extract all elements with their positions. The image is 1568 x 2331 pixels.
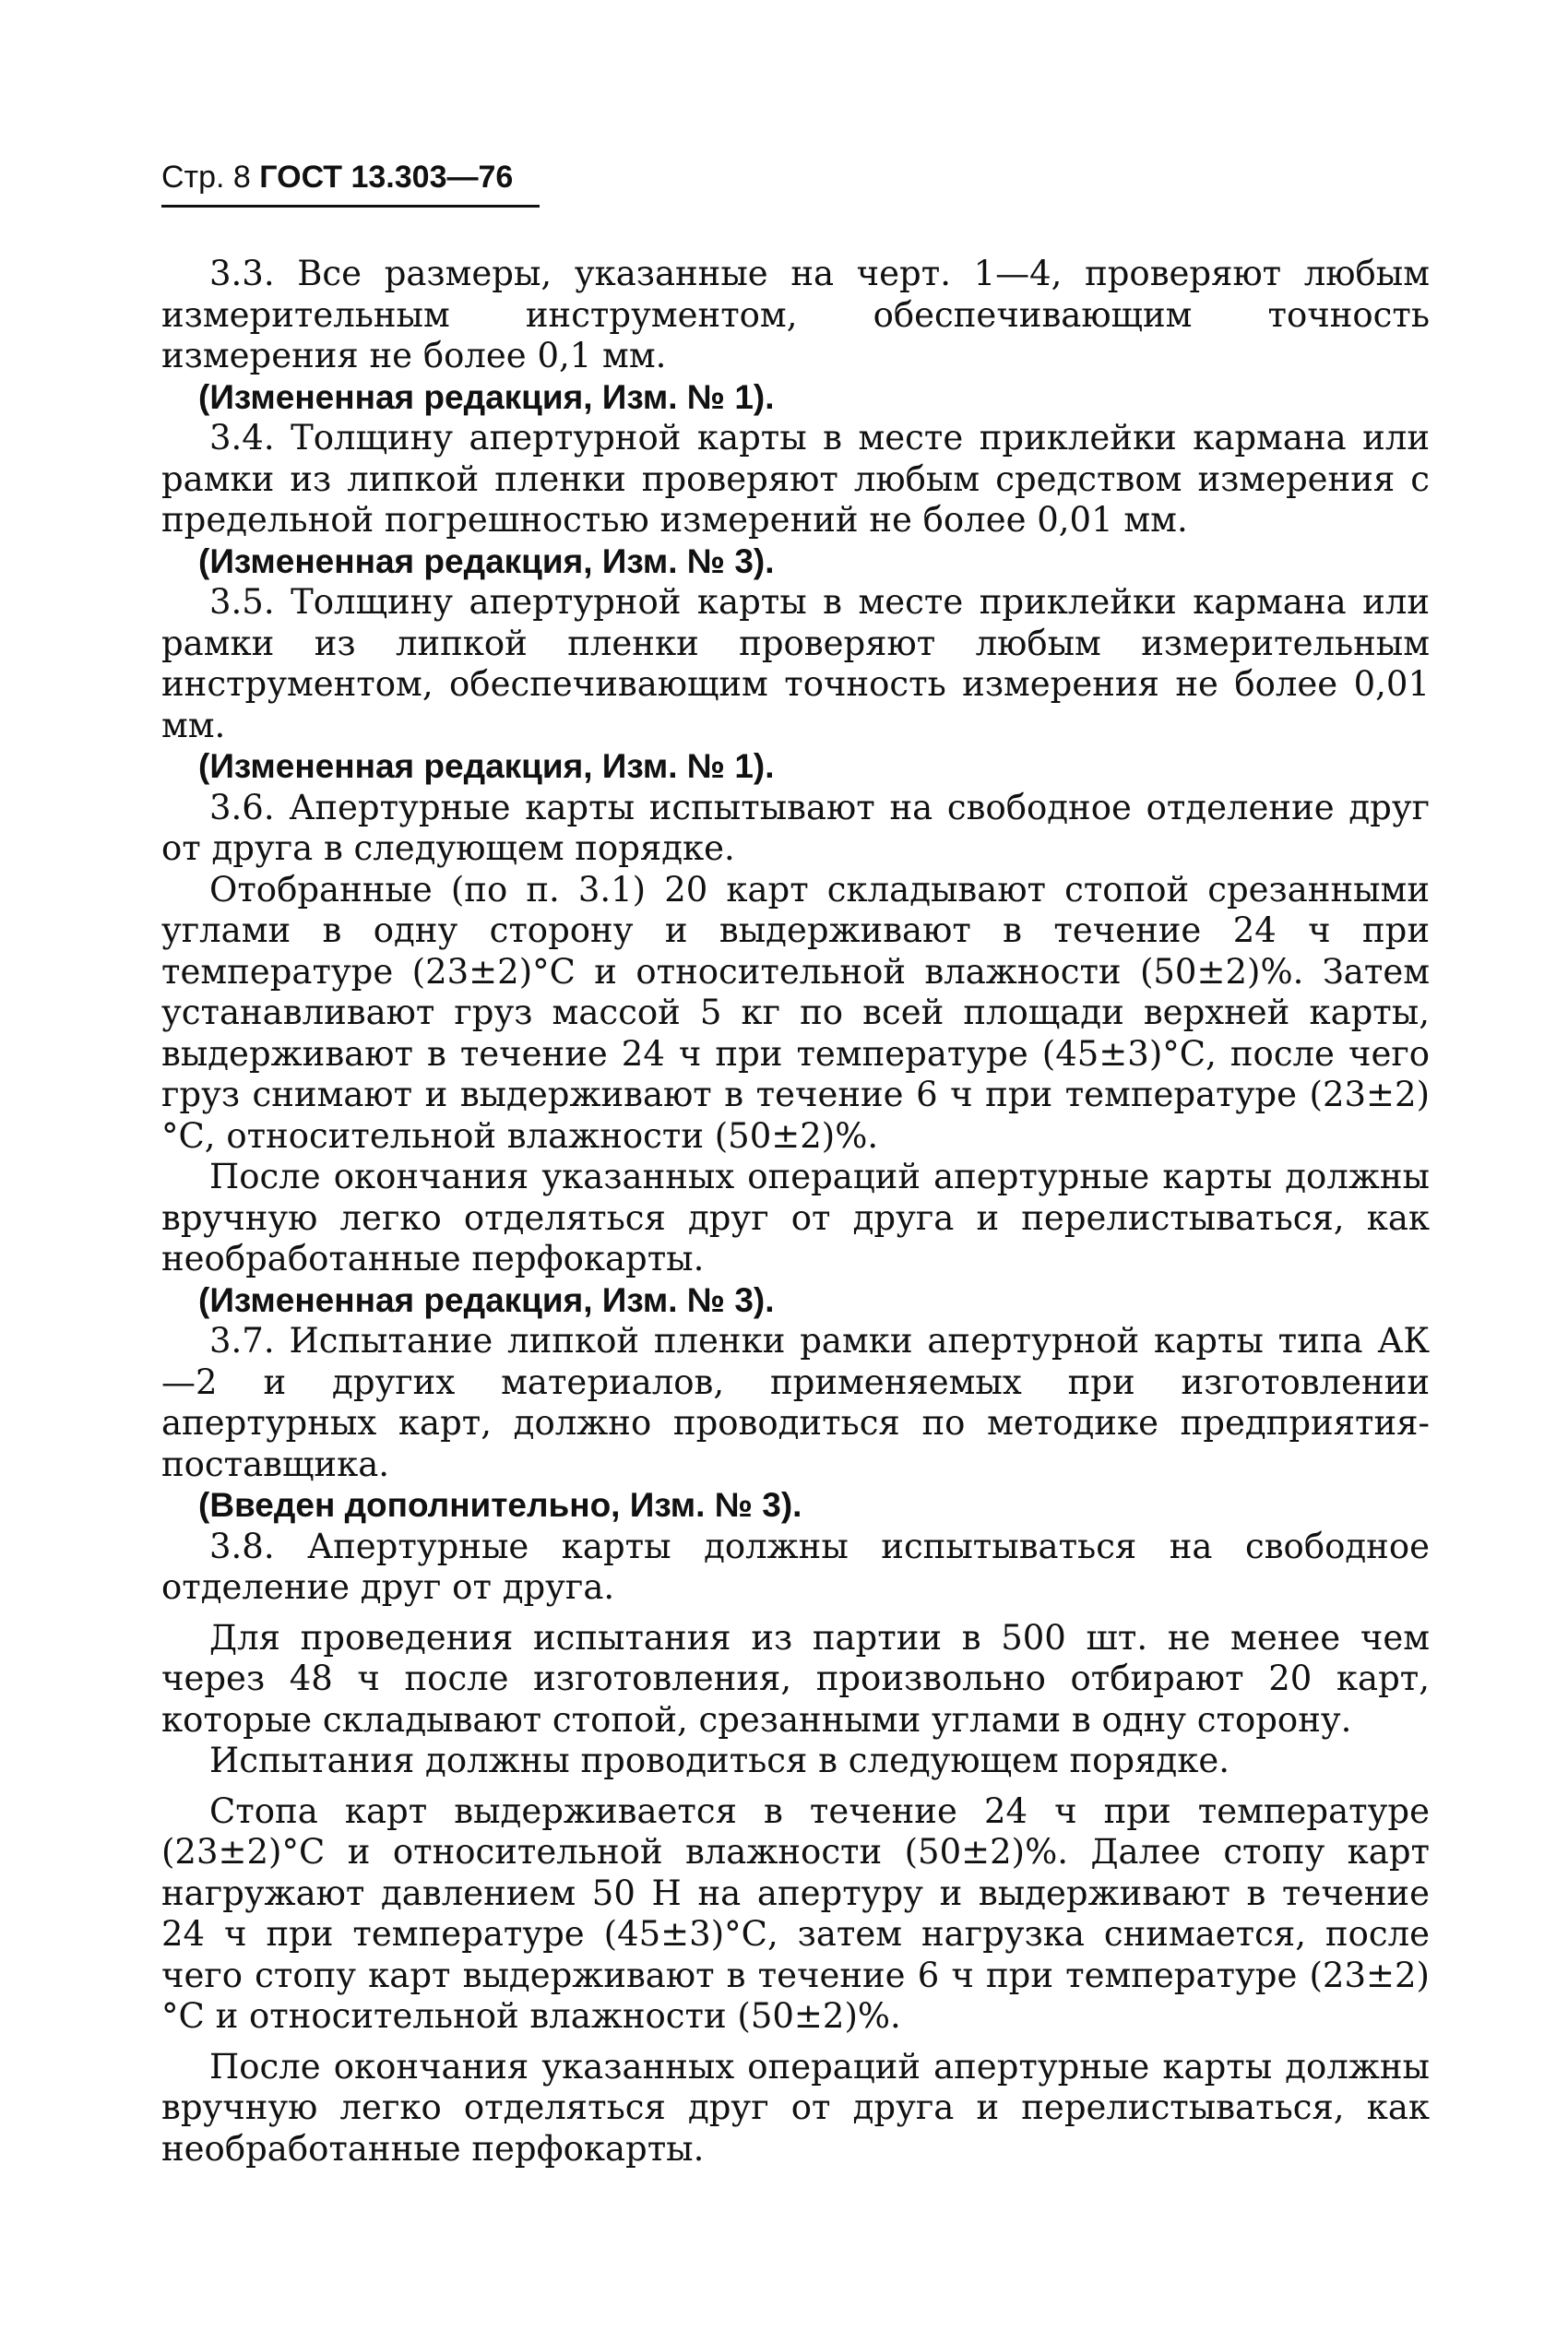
page-number-label: Стр. 8 — [161, 160, 251, 195]
header-divider — [161, 205, 540, 208]
clause-3-6: 3.6. Апертурные карты испытывают на свободное отделение друг от друга в следующем порядке. — [161, 787, 1430, 868]
clause-3-6-result: После окончания указанных операций апертурные карты должны вручную легко отделяться друг от друга и перелистываться, как необработанные перфокарты. — [161, 1157, 1430, 1278]
amendment-note: (Введен дополнительно, Изм. № 3). — [198, 1486, 802, 1524]
clause-3-5: 3.5. Толщину апертурной карты в месте приклейки кармана или рамки из липкой пленки проверяют любым измерительным инструментом, обеспечивающим точность измерения не более 0,01 мм. — [161, 582, 1430, 745]
amendment-note: (Измененная редакция, Изм. № 1). — [198, 377, 775, 416]
clause-3-8-result: После окончания указанных операций апертурные карты должны вручную легко отделяться друг от друга и перелистываться, как необработанные перфокарты. — [161, 2046, 1430, 2169]
document-body — [161, 254, 1430, 2170]
standard-designation: ГОСТ 13.303—76 — [259, 160, 514, 195]
clause-3-4: 3.4. Толщину апертурной карты в месте приклейки кармана или рамки из липкой пленки проверяют любым средством измерения с предельной погрешностью измерений не более 0,01 мм. — [161, 418, 1430, 540]
page-header — [161, 159, 540, 196]
clause-3-8: 3.8. Апертурные карты должны испытываться на свободное отделение друг от друга. — [161, 1526, 1430, 1607]
amendment-note: (Измененная редакция, Изм. № 3). — [198, 1280, 775, 1319]
clause-3-8-sampling: Для проведения испытания из партии в 500 шт. не менее чем через 48 ч после изготовления, произвольно отбирают 20 карт, которые складывают стопой, срезанными углами в одну сторону. — [161, 1617, 1430, 1740]
clause-3-7: 3.7. Испытание липкой пленки рамки апертурной карты типа АК—2 и других материалов, применяемых при изготовлении апертурных карт, должно проводиться по методике предприятия-поставщика. — [161, 1321, 1430, 1484]
clause-3-3: 3.3. Все размеры, указанные на черт. 1—4, проверяют любым измерительным инструментом, обеспечивающим точность измерения не более 0,1 мм. — [161, 254, 1430, 375]
clause-3-8-order: Испытания должны проводиться в следующем порядке. — [209, 1741, 1229, 1780]
clause-3-8-procedure: Стопа карт выдерживается в течение 24 ч при температуре (23±2)°С и относительной влажности (50±2)%. Далее стопу карт нагружают давлением 50 Н на апертуру и выдерживают в течение 24 ч при температуре (45±3)°С, затем нагрузка снимается, после чего стопу карт выдерживают в течение 6 ч при температуре (23±2)°С и относительной влажности (50±2)%. — [161, 1790, 1430, 2036]
amendment-note: (Измененная редакция, Изм. № 1). — [198, 747, 775, 785]
clause-3-6-procedure: Отобранные (по п. 3.1) 20 карт складывают стопой срезанными углами в одну сторону и выдерживают в течение 24 ч при температуре (23±2)°С и относительной влажности (50±2)%. Затем устанавливают груз массой 5 кг по всей площади верхней карты, выдерживают в течение 24 ч при температуре (45±3)°С, после чего груз снимают и выдерживают в течение 6 ч при температуре (23±2)°С, относительной влажности (50±2)%. — [161, 869, 1430, 1156]
amendment-note: (Измененная редакция, Изм. № 3). — [198, 541, 775, 580]
